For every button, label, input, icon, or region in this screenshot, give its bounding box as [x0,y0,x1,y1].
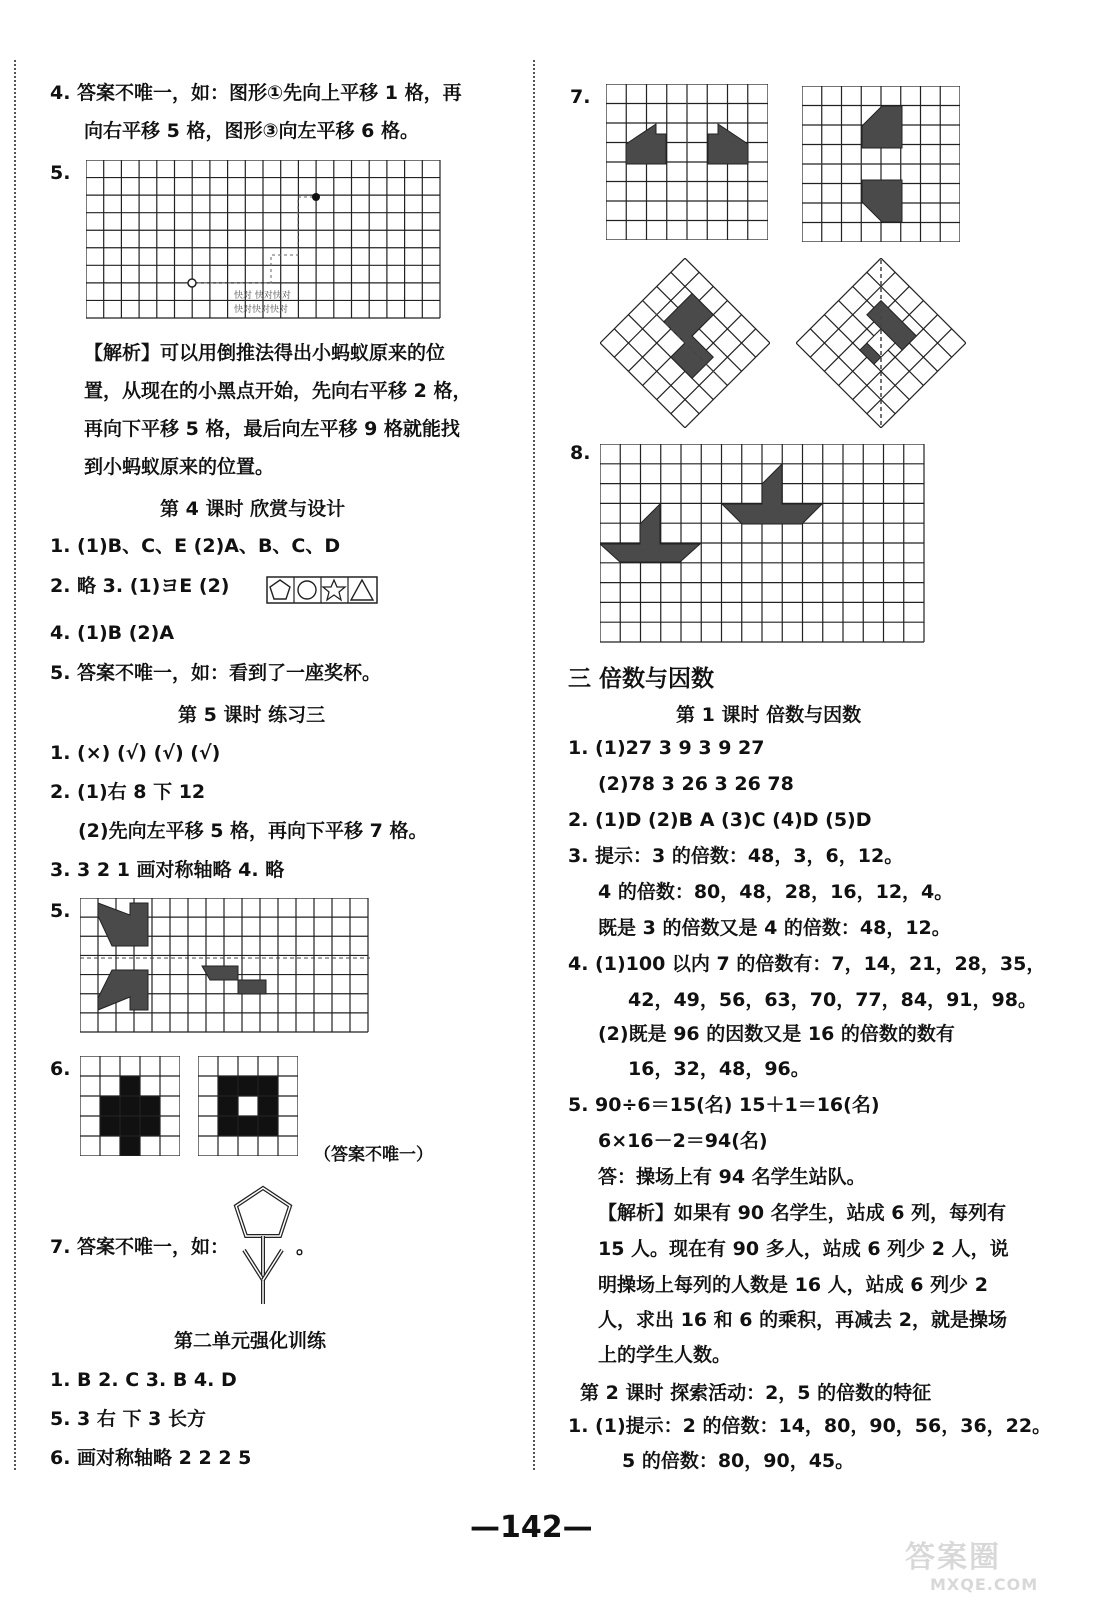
l5-q6-grid-a [80,1056,180,1156]
triangle-icon [351,580,373,600]
answer-line: (2)先向左平移 5 格，再向下平移 7 格。 [78,820,428,842]
pentagon-icon [270,580,290,599]
answer-line: 4. 答案不唯一，如：图形①先向上平移 1 格，再 [50,82,462,104]
answer-line: 4 的倍数：80，48，28，16，12，4。 [598,881,954,903]
analysis-line: 再向下平移 5 格，最后向左平移 9 格就能找 [84,418,460,440]
q8-grid-figure [600,444,926,644]
analysis-line: 到小蚂蚁原来的位置。 [84,456,275,478]
answer-line: 4. (1)100 以内 7 的倍数有：7，14，21，28，35， [568,953,1046,975]
note-text: （答案不唯一） [314,1145,433,1165]
flower-figure [228,1184,298,1308]
answer-line: 7. 答案不唯一，如： [50,1236,230,1258]
l5-q6-grid-b [198,1056,298,1156]
answer-line: (2)78 3 26 3 26 78 [598,773,794,795]
answer-line: 2. 略 3. (1)ヨE (2) [50,575,230,597]
answer-line: 既是 3 的倍数又是 4 的倍数：48，12。 [598,917,951,939]
lesson-title: 第 5 课时 练习三 [178,704,326,726]
analysis-line: 明操场上每列的人数是 16 人，站成 6 列少 2 [598,1274,988,1296]
answer-line: 1. B 2. C 3. B 4. D [50,1369,237,1391]
answer-line: 3. 3 2 1 画对称轴略 4. 略 [50,859,285,881]
page-number: —142— [470,1510,593,1545]
lesson-title: 第 2 课时 探索活动：2，5 的倍数的特征 [580,1382,932,1404]
answer-line: (2)既是 96 的因数又是 16 的倍数的数有 [598,1023,955,1045]
answer-line: 6×16－2＝94(名) [598,1130,768,1152]
question-number: 5. [50,900,71,922]
analysis-line: 上的学生人数。 [598,1344,732,1366]
answer-line: 5. 90÷6＝15(名) 15＋1＝16(名) [568,1094,880,1116]
left-margin-line [14,60,16,1470]
answer-line: 向右平移 5 格，图形③向左平移 6 格。 [84,120,419,142]
analysis-line: 置，从现在的小黑点开始，先向右平移 2 格， [84,380,472,402]
lesson-title: 第 4 课时 欣赏与设计 [160,498,346,520]
question-number: 6. [50,1058,71,1080]
q7-grid-a [606,84,768,240]
answer-line: 3. 提示：3 的倍数：48，3，6，12。 [568,845,904,867]
center-divider-line [533,60,535,1470]
answer-line: 6. 画对称轴略 2 2 2 5 [50,1447,252,1469]
answer-line: 5. 答案不唯一，如：看到了一座奖杯。 [50,662,382,684]
question-number: 8. [570,442,591,464]
answer-line: 答：操场上有 94 名学生站队。 [598,1166,866,1188]
watermark-logo: 答案圈 [905,1540,1001,1575]
analysis-line: 人，求出 16 和 6 的乘积，再减去 2，就是操场 [598,1309,1007,1331]
circle-icon [298,581,316,599]
shape-sequence-box [266,576,378,604]
q7-grid-b [802,86,960,242]
answer-line: 4. (1)B (2)A [50,622,175,644]
q7-grid-c [600,258,770,428]
unit-title: 第二单元强化训练 [174,1330,327,1352]
answer-line: 1. (1)B、C、E (2)A、B、C、D [50,535,341,557]
answer-line: 1. (1)提示：2 的倍数：14，80，90，56，36，22。 [568,1415,1052,1437]
answer-line: 5 的倍数：80，90，45。 [622,1450,855,1472]
watermark-url: MXQE.COM [930,1575,1039,1594]
l5-q5-grid-figure [80,898,370,1034]
answer-line: 2. (1)D (2)B A (3)C (4)D (5)D [568,809,872,831]
answer-line: 16，32，48，96。 [628,1058,810,1080]
star-icon [323,580,345,600]
answer-line: 2. (1)右 8 下 12 [50,781,206,803]
grid-overlay-text: 快对快对快对 [234,305,289,315]
answer-line-end: 。 [296,1236,316,1258]
q5-grid-figure [86,160,442,320]
analysis-line: 【解析】如果有 90 名学生，站成 6 列，每列有 [598,1202,1007,1224]
question-number: 7. [570,86,591,108]
answer-line: 1. (1)27 3 9 3 9 27 [568,737,765,759]
answer-line: 5. 3 右 下 3 长方 [50,1408,206,1430]
answer-line: 1. (×) (√) (√) (√) [50,742,221,764]
question-number: 5. [50,162,71,184]
analysis-line: 【解析】可以用倒推法得出小蚂蚁原来的位 [84,342,446,364]
chapter-title: 三 倍数与因数 [568,666,715,692]
grid-overlay-text: 快对 快对快对 [234,291,291,301]
answer-line: 42，49，56，63，70，77，84，91，98。 [628,989,1037,1011]
q7-grid-d [796,258,966,428]
lesson-title: 第 1 课时 倍数与因数 [676,704,862,726]
analysis-line: 15 人。现在有 90 多人，站成 6 列少 2 人，说 [598,1238,1009,1260]
